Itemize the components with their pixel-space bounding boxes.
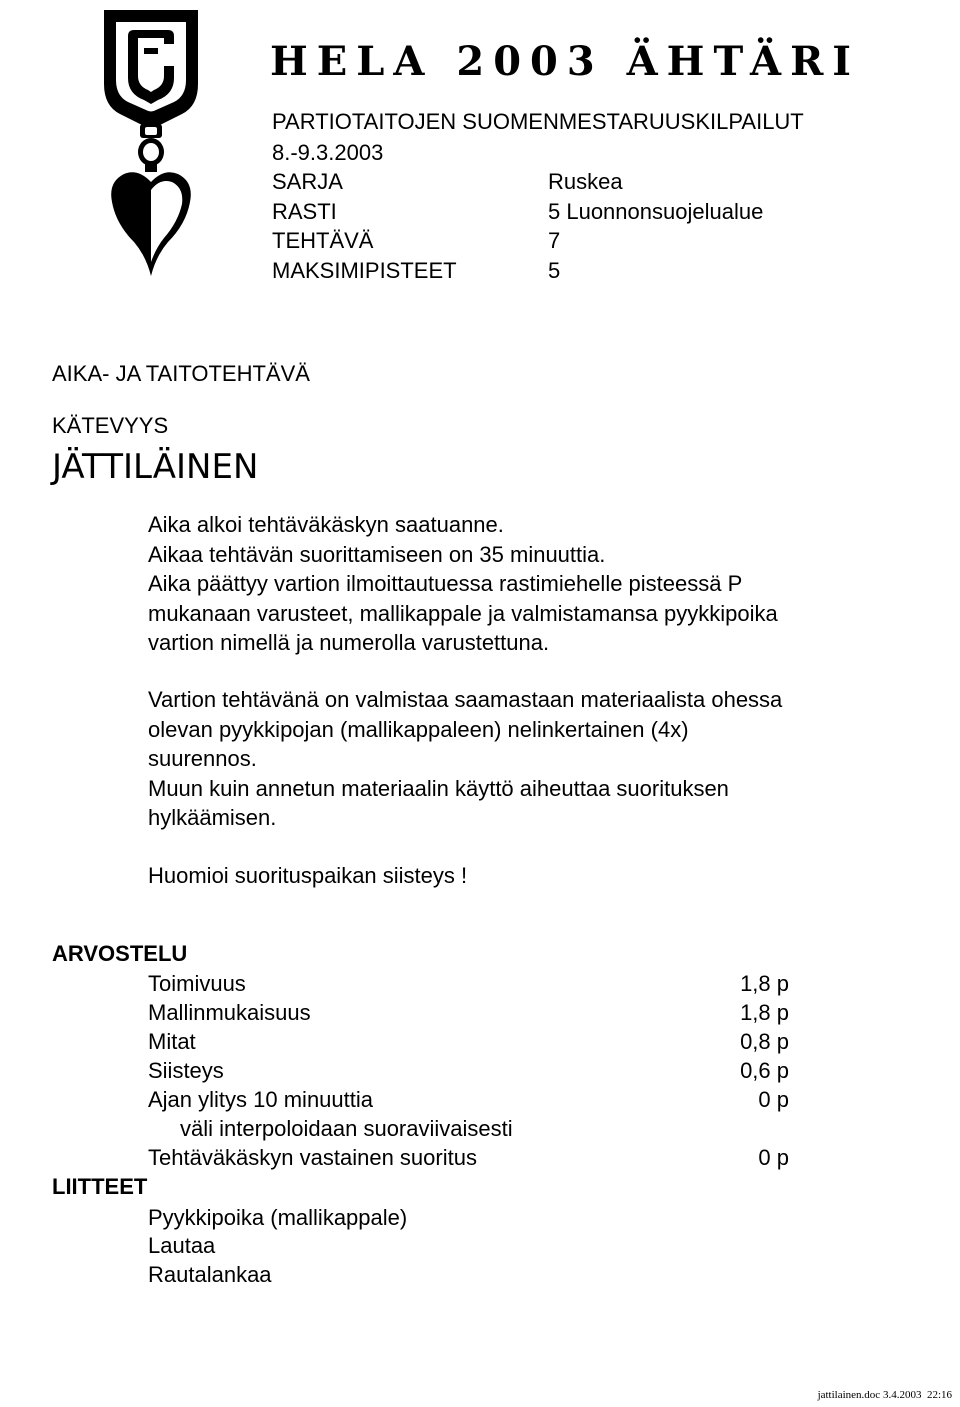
info-value-sarja: Ruskea [548, 169, 623, 194]
footer-timestamp: 3.4.2003 22:16 [882, 1389, 952, 1401]
attachment-item: Pyykkipoika (mallikappale) [148, 1205, 408, 1230]
grading-item-label: Mitat [148, 1029, 196, 1054]
instruction-line: Aikaa tehtävän suorittamiseen on 35 minuuttia. [148, 541, 606, 567]
info-value-tehtava: 7 [548, 228, 561, 253]
instruction-line: Aika päättyy vartion ilmoittautuessa rastimiehelle pisteessä P [148, 571, 743, 596]
grading-item-points: 1,8 p [740, 971, 789, 996]
document-footer [818, 1388, 952, 1402]
info-value-maksimipisteet: 5 [548, 258, 561, 283]
grading-item-note: väli interpoloidaan suoraviivaisesti [180, 1116, 513, 1141]
grading-item-label: Toimivuus [148, 971, 246, 996]
task-subcategory: KÄTEVYYS [52, 413, 169, 438]
instruction-line: suurennos. [148, 746, 257, 771]
grading-heading: ARVOSTELU [52, 941, 188, 966]
info-label-tehtava: TEHTÄVÄ [272, 228, 374, 253]
footer-filename: jattilainen.doc [817, 1389, 881, 1401]
instructions-paragraph-1 [148, 510, 908, 658]
grading-item-points: 0 p [758, 1087, 789, 1112]
instruction-line: Muun kuin annetun materiaalin käyttö aiheuttaa suorituksen [148, 775, 729, 801]
instruction-line: Aika alkoi tehtäväkäskyn saatuanne. [148, 512, 504, 537]
info-value-rasti: 5 Luonnonsuojelualue [548, 199, 764, 224]
grading-item-label: Tehtäväkäskyn vastainen suoritus [148, 1145, 477, 1170]
info-label-rasti: RASTI [272, 199, 337, 224]
grading-item-points: 0,6 p [740, 1058, 789, 1083]
attachment-item: Lautaa [148, 1233, 216, 1258]
attachment-item: Rautalankaa [148, 1262, 272, 1287]
grading-item-label: Mallinmukaisuus [148, 1000, 311, 1025]
hela-pendant-logo [98, 6, 204, 278]
competition-date: 8.-9.3.2003 [272, 140, 384, 165]
instructions-paragraph-2 [148, 685, 908, 833]
cleanliness-note: Huomioi suorituspaikan siisteys ! [148, 863, 468, 888]
competition-subtitle: PARTIOTAITOJEN SUOMENMESTARUUSKILPAILUT [272, 109, 804, 134]
grading-item-points: 0 p [758, 1145, 789, 1170]
instruction-line: Vartion tehtävänä on valmistaa saamastaan materiaalista ohessa [148, 687, 783, 712]
grading-item-label: Ajan ylitys 10 minuuttia [148, 1087, 373, 1112]
task-category: AIKA- JA TAITOTEHTÄVÄ [52, 361, 310, 386]
instruction-line: vartion nimellä ja numerolla varustettuna. [148, 630, 550, 655]
instruction-line: mukanaan varusteet, mallikappale ja valmistamansa pyykkipoika [148, 600, 778, 626]
document-title: HELA 2003 ÄHTÄRI [270, 38, 861, 85]
info-label-maksimipisteet: MAKSIMIPISTEET [272, 258, 457, 283]
instruction-line: hylkäämisen. [148, 805, 277, 830]
attachments-heading: LIITTEET [52, 1174, 148, 1199]
grading-item-points: 1,8 p [740, 1000, 789, 1025]
task-name: JÄTTILÄINEN [52, 447, 259, 487]
grading-item-label: Siisteys [148, 1058, 224, 1083]
instruction-line: olevan pyykkipojan (mallikappaleen) nelinkertainen (4x) [148, 716, 689, 742]
grading-item-points: 0,8 p [740, 1029, 789, 1054]
info-label-sarja: SARJA [272, 169, 343, 194]
